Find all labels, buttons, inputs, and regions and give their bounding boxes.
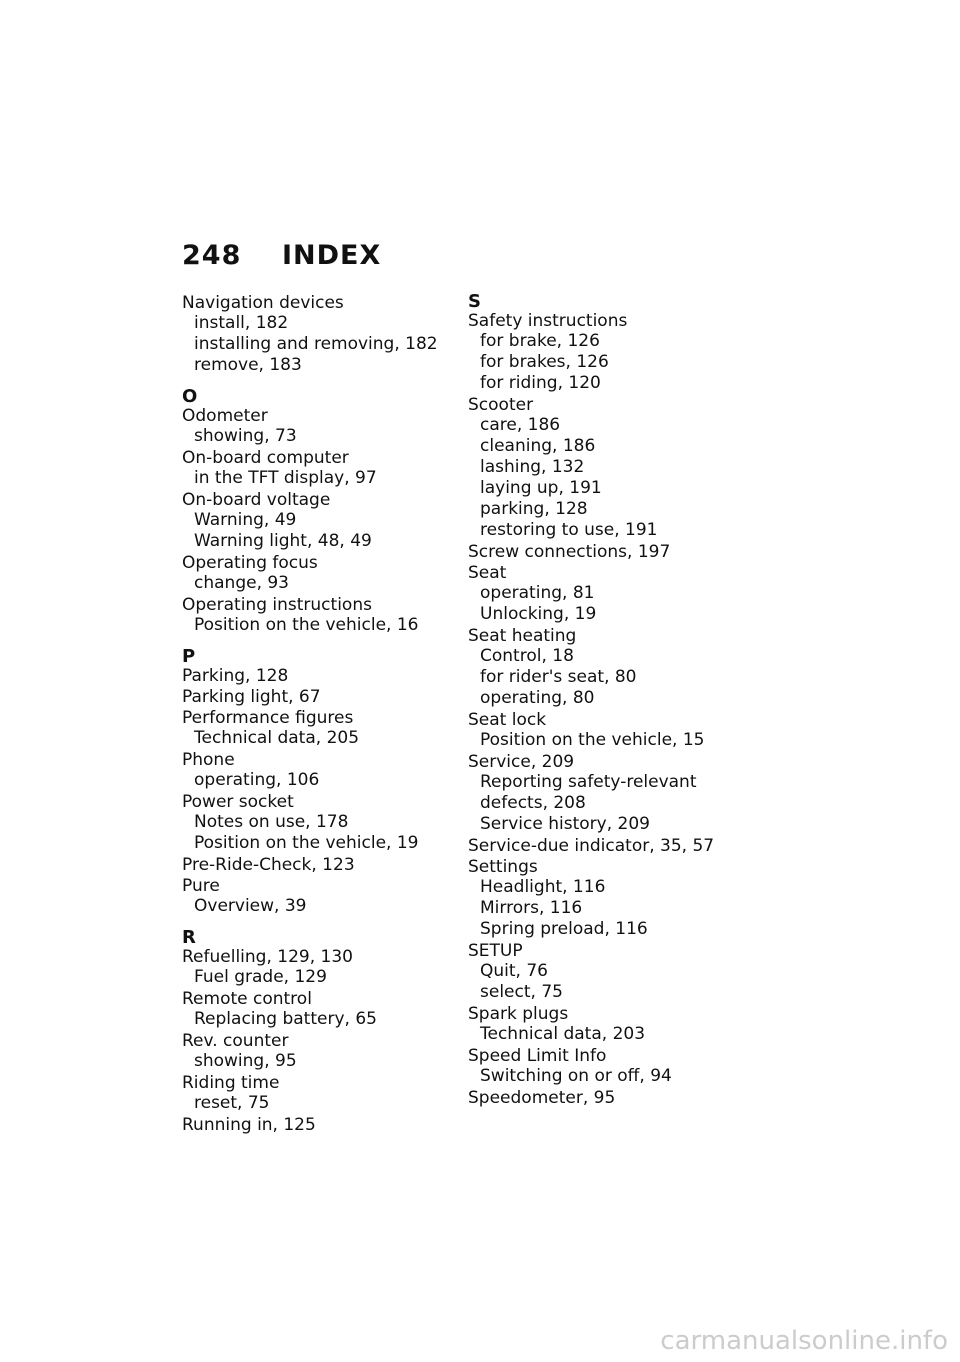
index-entry (468, 837, 753, 856)
index-entry (182, 751, 467, 791)
entry-term: Service-due indicator, 35, 57 (468, 836, 715, 856)
entry-term: Parking light, 67 (182, 687, 321, 707)
entry-subterm: Reporting safety-relevant (480, 772, 697, 792)
entry-term: Power socket (182, 792, 294, 812)
index-entry (182, 948, 467, 988)
entry-subterm: Headlight, 116 (480, 877, 606, 897)
page-title: INDEX (282, 240, 382, 271)
entry-subterm: Warning light, 48, 49 (194, 531, 372, 551)
index-entry (182, 491, 467, 552)
index-section (182, 647, 467, 917)
index-column-left (182, 292, 467, 1135)
entry-term: Speed Limit Info (468, 1046, 607, 1066)
entry-term: Pure (182, 876, 220, 896)
index-entry (468, 942, 753, 1003)
index-entry (468, 312, 753, 394)
index-entry (468, 543, 753, 562)
index-entry (468, 564, 753, 625)
entry-subterm: Position on the vehicle, 16 (194, 615, 419, 635)
entry-subterm: Mirrors, 116 (480, 898, 583, 918)
entry-term: Riding time (182, 1073, 280, 1093)
section-letter: S (468, 291, 481, 312)
entry-subterm: Position on the vehicle, 19 (194, 833, 419, 853)
entry-term: Spark plugs (468, 1004, 569, 1024)
index-entry (182, 688, 467, 707)
entry-subterm: Service history, 209 (480, 814, 650, 834)
entry-term: Odometer (182, 406, 268, 426)
entry-subterm: installing and removing, 182 (194, 334, 438, 354)
entry-term: Phone (182, 750, 235, 770)
section-letter: R (182, 927, 196, 948)
entry-term: Rev. counter (182, 1031, 289, 1051)
entry-subterm: lashing, 132 (480, 457, 585, 477)
entry-term: Parking, 128 (182, 666, 289, 686)
entry-term: SETUP (468, 941, 523, 961)
entry-subterm: in the TFT display, 97 (194, 468, 377, 488)
entry-term: Remote control (182, 989, 312, 1009)
entry-term: Operating focus (182, 553, 318, 573)
entry-term: On-board voltage (182, 490, 331, 510)
index-entry (182, 554, 467, 594)
entry-subterm: for rider's seat, 80 (480, 667, 637, 687)
entry-subterm: operating, 81 (480, 583, 595, 603)
index-entry (468, 396, 753, 541)
entry-subterm: operating, 80 (480, 688, 595, 708)
index-entry (468, 858, 753, 940)
index-section (182, 387, 467, 636)
watermark: carmanualsonline.info (660, 1326, 948, 1356)
entry-term: Pre-Ride-Check, 123 (182, 855, 355, 875)
entry-subterm: care, 186 (480, 415, 561, 435)
index-entry (468, 753, 753, 835)
index-entry (182, 990, 467, 1030)
entry-term: Service, 209 (468, 752, 575, 772)
index-column-right (468, 292, 753, 1108)
entry-subterm: cleaning, 186 (480, 436, 596, 456)
index-entry (182, 449, 467, 489)
entry-term: Performance figures (182, 708, 354, 728)
index-entry (182, 856, 467, 875)
index-entry (468, 627, 753, 709)
entry-subterm: laying up, 191 (480, 478, 602, 498)
entry-subterm: Warning, 49 (194, 510, 297, 530)
entry-term: Running in, 125 (182, 1115, 316, 1135)
section-letter: O (182, 386, 198, 407)
entry-subterm: Fuel grade, 129 (194, 967, 327, 987)
entry-subterm: Control, 18 (480, 646, 574, 666)
entry-subterm: Replacing battery, 65 (194, 1009, 377, 1029)
entry-term: Refuelling, 129, 130 (182, 947, 353, 967)
entry-subterm: operating, 106 (194, 770, 320, 790)
entry-subterm: defects, 208 (480, 793, 586, 813)
index-entry (182, 877, 467, 917)
entry-term: Navigation devices (182, 293, 344, 313)
entry-term: Speedometer, 95 (468, 1088, 616, 1108)
page-header (182, 240, 381, 271)
index-entry (182, 667, 467, 686)
entry-subterm: parking, 128 (480, 499, 588, 519)
index-section (182, 928, 467, 1135)
index-entry (182, 294, 467, 376)
index-entry (182, 1074, 467, 1114)
index-entry (182, 1116, 467, 1135)
index-entry (468, 1089, 753, 1108)
entry-term: On-board computer (182, 448, 349, 468)
entry-subterm: Spring preload, 116 (480, 919, 648, 939)
section-letter: P (182, 646, 196, 667)
index-entry (182, 793, 467, 854)
entry-subterm: showing, 95 (194, 1051, 297, 1071)
entry-term: Screw connections, 197 (468, 542, 671, 562)
index-section (468, 292, 753, 1108)
entry-subterm: install, 182 (194, 313, 289, 333)
entry-subterm: Notes on use, 178 (194, 812, 349, 832)
entry-term: Scooter (468, 395, 534, 415)
entry-term: Operating instructions (182, 595, 372, 615)
entry-subterm: Technical data, 203 (480, 1024, 646, 1044)
entry-subterm: showing, 73 (194, 426, 297, 446)
entry-subterm: reset, 75 (194, 1093, 270, 1113)
index-entry (182, 1032, 467, 1072)
index-entry (468, 711, 753, 751)
entry-term: Seat (468, 563, 507, 583)
page-number: 248 (182, 240, 242, 271)
entry-subterm: for riding, 120 (480, 373, 601, 393)
entry-subterm: for brake, 126 (480, 331, 600, 351)
entry-subterm: Quit, 76 (480, 961, 548, 981)
index-entry (182, 596, 467, 636)
index-entry (468, 1047, 753, 1087)
entry-subterm: for brakes, 126 (480, 352, 609, 372)
entry-term: Seat heating (468, 626, 577, 646)
entry-term: Seat lock (468, 710, 547, 730)
entry-term: Settings (468, 857, 538, 877)
entry-subterm: Overview, 39 (194, 896, 307, 916)
entry-subterm: remove, 183 (194, 355, 302, 375)
entry-subterm: Switching on or off, 94 (480, 1066, 672, 1086)
entry-term: Safety instructions (468, 311, 628, 331)
index-entry (468, 1005, 753, 1045)
index-entry (182, 407, 467, 447)
entry-subterm: Position on the vehicle, 15 (480, 730, 705, 750)
entry-subterm: select, 75 (480, 982, 563, 1002)
entry-subterm: Unlocking, 19 (480, 604, 597, 624)
index-entry (182, 709, 467, 749)
entry-subterm: change, 93 (194, 573, 290, 593)
entry-subterm: Technical data, 205 (194, 728, 360, 748)
index-section (182, 294, 467, 376)
entry-subterm: restoring to use, 191 (480, 520, 658, 540)
